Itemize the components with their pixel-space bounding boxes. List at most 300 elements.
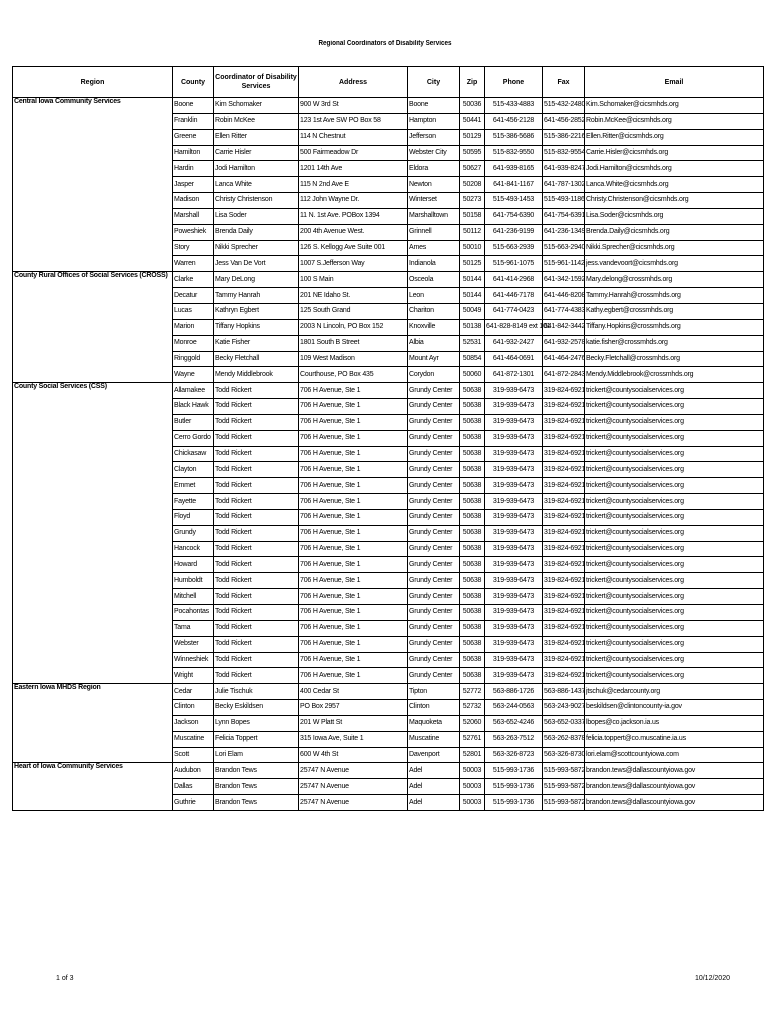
county-cell: Allamakee (173, 383, 214, 399)
fax-cell: 319-824-6921 (543, 668, 585, 684)
county-cell: Fayette (173, 494, 214, 510)
coordinator-cell: Todd Rickert (214, 541, 299, 557)
fax-cell: 515-663-2940 (543, 240, 585, 256)
region-cell (13, 700, 173, 716)
zip-cell: 50595 (460, 145, 485, 161)
phone-cell: 641-841-1167 (485, 177, 543, 193)
coordinator-cell: Todd Rickert (214, 557, 299, 573)
zip-cell: 50138 (460, 319, 485, 335)
phone-cell: 563-652-4246 (485, 715, 543, 731)
email-cell: Carrie.Hisler@cicsmhds.org (585, 145, 764, 161)
region-cell (13, 462, 173, 478)
header-email: Email (585, 67, 764, 98)
zip-cell: 50060 (460, 367, 485, 383)
header-coordinator: Coordinator of Disability Services (214, 67, 299, 98)
phone-cell: 515-493-1453 (485, 193, 543, 209)
table-row (13, 430, 764, 446)
zip-cell: 50638 (460, 478, 485, 494)
county-cell: Floyd (173, 509, 214, 525)
phone-cell: 319-939-6473 (485, 383, 543, 399)
email-cell: trickert@countysocialservices.org (585, 541, 764, 557)
zip-cell: 50010 (460, 240, 485, 256)
fax-cell: 319-824-6921 (543, 399, 585, 415)
table-row (13, 636, 764, 652)
city-cell: Leon (408, 288, 460, 304)
county-cell: Cerro Gordo (173, 430, 214, 446)
zip-cell: 52801 (460, 747, 485, 763)
county-cell: Wayne (173, 367, 214, 383)
address-cell: 706 H Avenue, Ste 1 (299, 509, 408, 525)
fax-cell: 641-932-2578 (543, 335, 585, 351)
coordinator-cell: Todd Rickert (214, 399, 299, 415)
table-row (13, 208, 764, 224)
phone-cell: 515-993-1736 (485, 763, 543, 779)
county-cell: Ringgold (173, 351, 214, 367)
region-cell (13, 525, 173, 541)
county-cell: Black Hawk (173, 399, 214, 415)
phone-cell: 515-433-4883 (485, 98, 543, 114)
address-cell: 706 H Avenue, Ste 1 (299, 494, 408, 510)
address-cell: 706 H Avenue, Ste 1 (299, 573, 408, 589)
address-cell: 400 Cedar St (299, 684, 408, 700)
fax-cell: 563-652-0337 (543, 715, 585, 731)
coordinator-cell: Lynn Bopes (214, 715, 299, 731)
phone-cell: 641-828-8149 ext 101 (485, 319, 543, 335)
table-row (13, 525, 764, 541)
zip-cell: 50638 (460, 636, 485, 652)
coordinator-cell: Todd Rickert (214, 430, 299, 446)
region-cell (13, 399, 173, 415)
city-cell: Grundy Center (408, 462, 460, 478)
county-cell: Madison (173, 193, 214, 209)
city-cell: Clinton (408, 700, 460, 716)
table-row (13, 193, 764, 209)
coordinator-cell: Brenda Daily (214, 224, 299, 240)
zip-cell: 50638 (460, 541, 485, 557)
county-cell: Monroe (173, 335, 214, 351)
fax-cell: 319-824-6921 (543, 573, 585, 589)
city-cell: Grundy Center (408, 557, 460, 573)
table-body (13, 98, 764, 811)
zip-cell: 50003 (460, 779, 485, 795)
fax-cell: 319-824-6921 (543, 605, 585, 621)
city-cell: Grundy Center (408, 399, 460, 415)
region-cell (13, 367, 173, 383)
phone-cell: 641-872-1301 (485, 367, 543, 383)
address-cell: 706 H Avenue, Ste 1 (299, 605, 408, 621)
city-cell: Grundy Center (408, 636, 460, 652)
city-cell: Grundy Center (408, 620, 460, 636)
region-cell (13, 605, 173, 621)
city-cell: Grundy Center (408, 478, 460, 494)
table-row (13, 462, 764, 478)
county-cell: Humboldt (173, 573, 214, 589)
region-cell (13, 240, 173, 256)
coordinator-cell: Todd Rickert (214, 414, 299, 430)
address-cell: 100 S Main (299, 272, 408, 288)
coordinator-cell: Mary DeLong (214, 272, 299, 288)
coordinator-cell: Brandon Tews (214, 795, 299, 811)
coordinator-cell: Ellen Ritter (214, 129, 299, 145)
email-cell: Robin.McKee@cicsmhds.org (585, 113, 764, 129)
zip-cell: 50638 (460, 573, 485, 589)
address-cell: 200 4th Avenue West. (299, 224, 408, 240)
fax-cell: 319-824-6921 (543, 620, 585, 636)
table-row (13, 383, 764, 399)
header-zip: Zip (460, 67, 485, 98)
email-cell: jtschuk@cedarcounty.org (585, 684, 764, 700)
email-cell: Lisa.Soder@cicsmhds.org (585, 208, 764, 224)
table-row (13, 399, 764, 415)
coordinator-cell: Jodi Hamilton (214, 161, 299, 177)
city-cell: Webster City (408, 145, 460, 161)
city-cell: Grundy Center (408, 652, 460, 668)
email-cell: Brenda.Daily@cicsmhds.org (585, 224, 764, 240)
email-cell: trickert@countysocialservices.org (585, 399, 764, 415)
zip-cell: 50049 (460, 303, 485, 319)
region-cell (13, 161, 173, 177)
zip-cell: 50036 (460, 98, 485, 114)
address-cell: 1801 South B Street (299, 335, 408, 351)
email-cell: trickert@countysocialservices.org (585, 636, 764, 652)
fax-cell: 641-754-6391 (543, 208, 585, 224)
email-cell: felicia.toppert@co.muscatine.ia.us (585, 731, 764, 747)
fax-cell: 563-243-9027 (543, 700, 585, 716)
header-county: County (173, 67, 214, 98)
address-cell: 706 H Avenue, Ste 1 (299, 462, 408, 478)
phone-cell: 641-236-9199 (485, 224, 543, 240)
address-cell: 706 H Avenue, Ste 1 (299, 620, 408, 636)
table-row (13, 272, 764, 288)
table-row (13, 351, 764, 367)
phone-cell: 563-326-8723 (485, 747, 543, 763)
table-row (13, 256, 764, 272)
phone-cell: 319-939-6473 (485, 399, 543, 415)
address-cell: 123 1st Ave SW PO Box 58 (299, 113, 408, 129)
fax-cell: 319-824-6921 (543, 430, 585, 446)
coordinator-cell: Becky Fletchall (214, 351, 299, 367)
fax-cell: 641-446-8208 (543, 288, 585, 304)
fax-cell: 641-236-1349 (543, 224, 585, 240)
city-cell: Grundy Center (408, 509, 460, 525)
fax-cell: 563-262-8378 (543, 731, 585, 747)
zip-cell: 50638 (460, 589, 485, 605)
zip-cell: 50273 (460, 193, 485, 209)
phone-cell: 319-939-6473 (485, 478, 543, 494)
county-cell: Greene (173, 129, 214, 145)
phone-cell: 319-939-6473 (485, 494, 543, 510)
region-cell (13, 589, 173, 605)
county-cell: Boone (173, 98, 214, 114)
address-cell: 600 W 4th St (299, 747, 408, 763)
city-cell: Boone (408, 98, 460, 114)
coordinator-cell: Katie Fisher (214, 335, 299, 351)
zip-cell: 50638 (460, 494, 485, 510)
county-cell: Warren (173, 256, 214, 272)
email-cell: lbopes@co.jackson.ia.us (585, 715, 764, 731)
region-cell (13, 715, 173, 731)
address-cell: 109 West Madison (299, 351, 408, 367)
coordinators-table (12, 66, 764, 811)
table-row (13, 446, 764, 462)
address-cell: 201 NE Idaho St. (299, 288, 408, 304)
city-cell: Grundy Center (408, 668, 460, 684)
county-cell: Lucas (173, 303, 214, 319)
region-cell (13, 177, 173, 193)
county-cell: Dallas (173, 779, 214, 795)
coordinator-cell: Todd Rickert (214, 652, 299, 668)
coordinator-cell: Tammy Hanrah (214, 288, 299, 304)
county-cell: Wright (173, 668, 214, 684)
county-cell: Cedar (173, 684, 214, 700)
table-row (13, 700, 764, 716)
phone-cell: 563-886-1726 (485, 684, 543, 700)
region-cell (13, 668, 173, 684)
address-cell: 706 H Avenue, Ste 1 (299, 652, 408, 668)
header-fax: Fax (543, 67, 585, 98)
table-row (13, 113, 764, 129)
fax-cell: 319-824-6921 (543, 462, 585, 478)
city-cell: Muscatine (408, 731, 460, 747)
phone-cell: 319-939-6473 (485, 636, 543, 652)
fax-cell: 515-832-9554 (543, 145, 585, 161)
county-cell: Scott (173, 747, 214, 763)
region-cell: Central Iowa Community Services (13, 98, 173, 114)
email-cell: Mendy.Middlebrook@crossmhds.org (585, 367, 764, 383)
region-cell (13, 731, 173, 747)
email-cell: Jodi.Hamilton@cicsmhds.org (585, 161, 764, 177)
fax-cell: 515-386-2216 (543, 129, 585, 145)
city-cell: Hampton (408, 113, 460, 129)
zip-cell: 50854 (460, 351, 485, 367)
coordinator-cell: Robin McKee (214, 113, 299, 129)
zip-cell: 50638 (460, 652, 485, 668)
table-row (13, 731, 764, 747)
region-cell (13, 319, 173, 335)
phone-cell: 641-774-0423 (485, 303, 543, 319)
email-cell: Christy.Christenson@cicsmhds.org (585, 193, 764, 209)
county-cell: Pocahontas (173, 605, 214, 621)
email-cell: katie.fisher@crossmhds.org (585, 335, 764, 351)
table-row (13, 684, 764, 700)
email-cell: trickert@countysocialservices.org (585, 494, 764, 510)
address-cell: 25747 N Avenue (299, 779, 408, 795)
region-cell (13, 541, 173, 557)
email-cell: Becky.Fletchall@crossmhds.org (585, 351, 764, 367)
phone-cell: 515-993-1736 (485, 779, 543, 795)
county-cell: Jackson (173, 715, 214, 731)
fax-cell: 319-824-6921 (543, 478, 585, 494)
county-cell: Poweshiek (173, 224, 214, 240)
zip-cell: 52060 (460, 715, 485, 731)
county-cell: Decatur (173, 288, 214, 304)
email-cell: trickert@countysocialservices.org (585, 478, 764, 494)
county-cell: Howard (173, 557, 214, 573)
fax-cell: 515-493-1186 (543, 193, 585, 209)
city-cell: Adel (408, 795, 460, 811)
fax-cell: 641-872-2843 (543, 367, 585, 383)
email-cell: Ellen.Ritter@cicsmhds.org (585, 129, 764, 145)
city-cell: Indianola (408, 256, 460, 272)
phone-cell: 641-932-2427 (485, 335, 543, 351)
phone-cell: 563-244-0563 (485, 700, 543, 716)
table-row (13, 129, 764, 145)
region-cell (13, 652, 173, 668)
city-cell: Albia (408, 335, 460, 351)
city-cell: Maquoketa (408, 715, 460, 731)
coordinator-cell: Mendy Middlebrook (214, 367, 299, 383)
coordinator-cell: Jess Van De Vort (214, 256, 299, 272)
phone-cell: 515-832-9550 (485, 145, 543, 161)
coordinator-cell: Christy Christenson (214, 193, 299, 209)
coordinator-cell: Todd Rickert (214, 605, 299, 621)
phone-cell: 515-993-1736 (485, 795, 543, 811)
address-cell: 706 H Avenue, Ste 1 (299, 446, 408, 462)
region-cell: Heart of Iowa Community Services (13, 763, 173, 779)
fax-cell: 319-824-6921 (543, 414, 585, 430)
address-cell: Courthouse, PO Box 435 (299, 367, 408, 383)
zip-cell: 50003 (460, 795, 485, 811)
coordinator-cell: Todd Rickert (214, 446, 299, 462)
phone-cell: 319-939-6473 (485, 620, 543, 636)
fax-cell: 641-787-1302 (543, 177, 585, 193)
city-cell: Grundy Center (408, 494, 460, 510)
coordinator-cell: Brandon Tews (214, 779, 299, 795)
address-cell: 126 S. Kellogg Ave Suite 001 (299, 240, 408, 256)
zip-cell: 50003 (460, 763, 485, 779)
county-cell: Story (173, 240, 214, 256)
city-cell: Adel (408, 779, 460, 795)
fax-cell: 319-824-6921 (543, 494, 585, 510)
phone-cell: 515-961-1075 (485, 256, 543, 272)
county-cell: Muscatine (173, 731, 214, 747)
email-cell: Kathy.egbert@crossmhds.org (585, 303, 764, 319)
address-cell: 1007 S.Jefferson Way (299, 256, 408, 272)
zip-cell: 52531 (460, 335, 485, 351)
zip-cell: 50144 (460, 272, 485, 288)
table-row (13, 145, 764, 161)
fax-cell: 319-824-6921 (543, 525, 585, 541)
zip-cell: 50638 (460, 430, 485, 446)
zip-cell: 50638 (460, 399, 485, 415)
address-cell: 706 H Avenue, Ste 1 (299, 430, 408, 446)
email-cell: trickert@countysocialservices.org (585, 620, 764, 636)
region-cell (13, 288, 173, 304)
email-cell: trickert@countysocialservices.org (585, 589, 764, 605)
address-cell: PO Box 2957 (299, 700, 408, 716)
phone-cell: 515-663-2939 (485, 240, 543, 256)
zip-cell: 50627 (460, 161, 485, 177)
email-cell: lori.elam@scottcountyiowa.com (585, 747, 764, 763)
zip-cell: 50112 (460, 224, 485, 240)
zip-cell: 50638 (460, 383, 485, 399)
phone-cell: 319-939-6473 (485, 668, 543, 684)
region-cell: County Social Services (CSS) (13, 383, 173, 399)
table-row (13, 541, 764, 557)
fax-cell: 641-774-4383 (543, 303, 585, 319)
header-phone: Phone (485, 67, 543, 98)
table-row (13, 335, 764, 351)
region-cell: County Rural Offices of Social Services (CROSS) (13, 272, 173, 288)
city-cell: Ames (408, 240, 460, 256)
address-cell: 500 Fairmeadow Dr (299, 145, 408, 161)
fax-cell: 641-464-2476 (543, 351, 585, 367)
region-cell (13, 208, 173, 224)
region-cell (13, 335, 173, 351)
region-cell (13, 303, 173, 319)
address-cell: 706 H Avenue, Ste 1 (299, 668, 408, 684)
address-cell: 706 H Avenue, Ste 1 (299, 541, 408, 557)
email-cell: trickert@countysocialservices.org (585, 383, 764, 399)
city-cell: Jefferson (408, 129, 460, 145)
phone-cell: 319-939-6473 (485, 430, 543, 446)
page-number: 1 of 3 (56, 975, 74, 982)
coordinator-cell: Julie Tischuk (214, 684, 299, 700)
fax-cell: 319-824-6921 (543, 383, 585, 399)
table-row (13, 747, 764, 763)
fax-cell: 319-824-6921 (543, 636, 585, 652)
region-cell (13, 509, 173, 525)
fax-cell: 515-993-5872 (543, 763, 585, 779)
fax-cell: 515-432-2480 (543, 98, 585, 114)
city-cell: Davenport (408, 747, 460, 763)
city-cell: Grundy Center (408, 541, 460, 557)
county-cell: Guthrie (173, 795, 214, 811)
phone-cell: 641-464-0691 (485, 351, 543, 367)
coordinator-cell: Todd Rickert (214, 494, 299, 510)
table-row (13, 589, 764, 605)
email-cell: trickert@countysocialservices.org (585, 525, 764, 541)
county-cell: Chickasaw (173, 446, 214, 462)
table-row (13, 779, 764, 795)
city-cell: Grundy Center (408, 430, 460, 446)
email-cell: Mary.delong@crossmhds.org (585, 272, 764, 288)
phone-cell: 319-939-6473 (485, 462, 543, 478)
phone-cell: 319-939-6473 (485, 541, 543, 557)
county-cell: Webster (173, 636, 214, 652)
region-cell (13, 620, 173, 636)
city-cell: Grundy Center (408, 589, 460, 605)
email-cell: beskildsen@clintoncounty-ia.gov (585, 700, 764, 716)
coordinator-cell: Lori Elam (214, 747, 299, 763)
county-cell: Tama (173, 620, 214, 636)
email-cell: Nikki.Sprecher@cicsmhds.org (585, 240, 764, 256)
zip-cell: 50638 (460, 605, 485, 621)
zip-cell: 50638 (460, 462, 485, 478)
city-cell: Grundy Center (408, 605, 460, 621)
coordinator-cell: Lanca White (214, 177, 299, 193)
phone-cell: 319-939-6473 (485, 605, 543, 621)
table-row (13, 652, 764, 668)
county-cell: Clarke (173, 272, 214, 288)
phone-cell: 319-939-6473 (485, 557, 543, 573)
county-cell: Hamilton (173, 145, 214, 161)
zip-cell: 52732 (460, 700, 485, 716)
phone-cell: 641-456-2128 (485, 113, 543, 129)
table-row (13, 224, 764, 240)
fax-cell: 515-993-5872 (543, 795, 585, 811)
email-cell: trickert@countysocialservices.org (585, 652, 764, 668)
city-cell: Mount Ayr (408, 351, 460, 367)
region-cell (13, 193, 173, 209)
email-cell: Kim.Schomaker@cicsmhds.org (585, 98, 764, 114)
region-cell (13, 129, 173, 145)
city-cell: Grundy Center (408, 525, 460, 541)
address-cell: 114 N Chestnut (299, 129, 408, 145)
table-row (13, 288, 764, 304)
region-cell (13, 478, 173, 494)
region-cell (13, 145, 173, 161)
